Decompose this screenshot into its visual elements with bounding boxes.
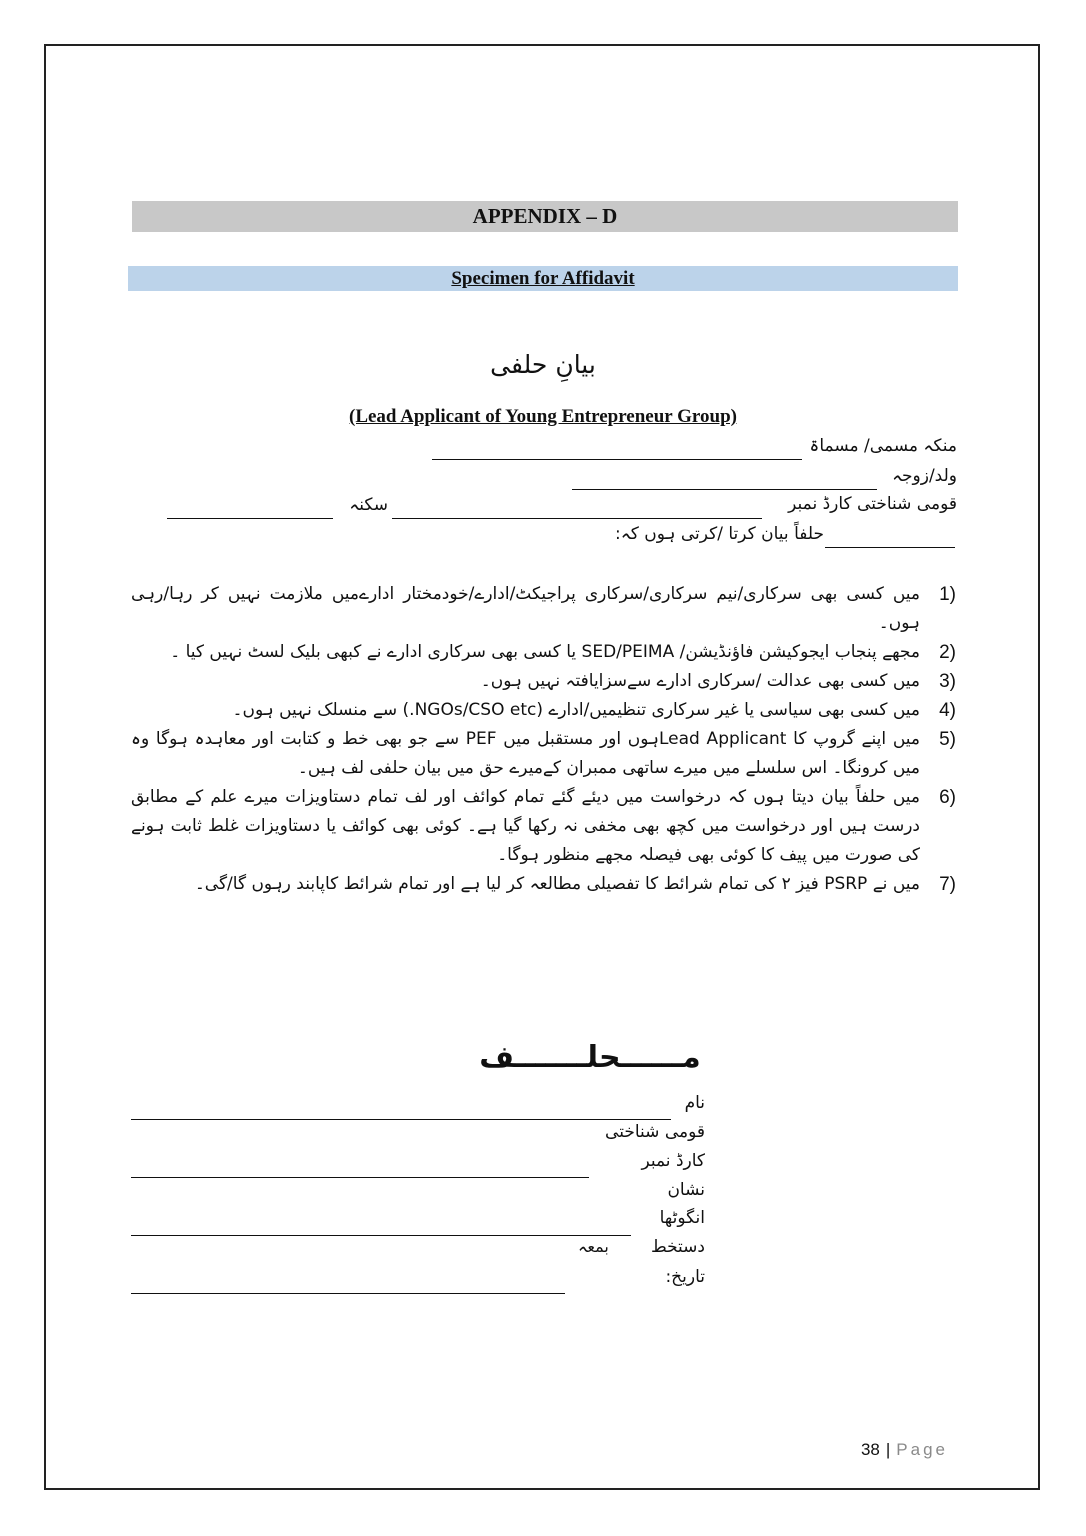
field-name-line bbox=[131, 1119, 671, 1120]
item-text: میں نے PSRP فیز ۲ کی تمام شرائط کا تفصیلی مطالعہ کر لیا ہے اور تمام شرائط کاپابند رہوں گا/گی۔ bbox=[194, 874, 920, 894]
resident-blank bbox=[167, 518, 333, 519]
declare-line bbox=[615, 523, 824, 544]
item-text: میں کسی بھی سرکاری/نیم سرکاری/سرکاری پراجیکٹ/ادارے/خودمختار ادارےمیں ملازمت نہیں کر رہا/رہی ہوں۔ bbox=[131, 584, 920, 633]
list-item bbox=[131, 696, 956, 725]
item-number: 3) bbox=[939, 671, 956, 692]
deponent-title: مــــــحلـــــــف bbox=[479, 1040, 701, 1075]
item-number: 4) bbox=[939, 700, 956, 721]
list-item bbox=[131, 667, 956, 696]
parent-blank bbox=[572, 489, 877, 490]
name-line bbox=[809, 435, 957, 456]
item-text: میں اپنے گروپ کا Lead Applicantہوں اور مستقبل میں PEF سے جو بھی خط و کتابت اور معاہدہ ہوگا وہ میں کرونگا۔ اس سلسلے میں میرے ساتھی ممبران کےمیرے حق میں بیان حلفی لف ہیں۔ bbox=[131, 729, 921, 778]
item-number: 2) bbox=[939, 642, 956, 663]
field-cnic-line bbox=[131, 1177, 589, 1178]
cnic-blank bbox=[392, 518, 762, 519]
field-thumb-label-1: نشان bbox=[667, 1180, 705, 1200]
appendix-title: APPENDIX – D bbox=[472, 204, 618, 228]
cnic-label: قومی شناختی کارڈ نمبر bbox=[788, 494, 957, 514]
page-number-value: 38 bbox=[860, 1440, 880, 1459]
field-thumb-line bbox=[131, 1235, 631, 1236]
parent-label: ولد/زوجہ bbox=[892, 466, 957, 486]
item-text: میں کسی بھی سیاسی یا غیر سرکاری تنظیمیں/ادارے (NGOs/CSO etc.) سے منسلک نہیں ہوں۔ bbox=[232, 700, 920, 720]
item-number: 6) bbox=[939, 787, 956, 808]
field-date-line bbox=[131, 1293, 565, 1294]
lead-applicant-title: (Lead Applicant of Young Entrepreneur Group) bbox=[349, 406, 737, 427]
affidavit-urdu-title: بیانِ حلفی bbox=[490, 350, 596, 379]
item-number: 1) bbox=[939, 584, 956, 605]
field-cnic-label-1: قومی شناختی bbox=[605, 1122, 705, 1142]
field-date-label: تاریخ: bbox=[665, 1267, 705, 1287]
parent-line bbox=[892, 465, 957, 486]
list-item bbox=[131, 783, 956, 870]
list-item bbox=[131, 638, 956, 667]
item-number: 7) bbox=[939, 874, 956, 895]
name-blank bbox=[432, 459, 802, 460]
field-thumb-label-2: انگوٹھا bbox=[659, 1208, 705, 1228]
list-item bbox=[131, 725, 956, 783]
declaration-list bbox=[131, 580, 956, 899]
item-text: میں کسی بھی عدالت /سرکاری ادارے سےسزایافتہ نہیں ہوں۔ bbox=[480, 671, 920, 691]
appendix-banner bbox=[132, 201, 958, 232]
name-label: منکہ مسمی/ مسماۃ bbox=[809, 436, 957, 456]
page-label: Page bbox=[896, 1440, 948, 1459]
list-item bbox=[131, 580, 956, 638]
field-name-label: نام bbox=[684, 1093, 705, 1113]
item-text: مجھے پنجاب ایجوکیشن فاؤنڈیشن/ SED/PEIMA یا کسی بھی سرکاری ادارے نے کبھی بلیک لسٹ نہیں کیا ۔ bbox=[170, 642, 920, 662]
cnic-line bbox=[788, 494, 957, 514]
item-text: میں حلفاً بیان دیتا ہوں کہ درخواست میں دیئے گئے تمام کوائف اور لف تمام دستاویزات میرے علم کے مطابق درست ہیں اور درخواست میں کچھ بھی مخفی نہ رکھا گیا ہے۔ کوئی بھی کوائف یا دستاویزات غلط ثابت ہونے کی صورت میں پیف کا کوئی بھی فیصلہ مجھے منظور ہوگا۔ bbox=[131, 787, 920, 865]
declare-blank bbox=[825, 547, 955, 548]
page-number bbox=[861, 1440, 948, 1460]
field-cnic-label-2: کارڈ نمبر bbox=[641, 1151, 705, 1171]
field-bima-label: بمعہ bbox=[578, 1237, 609, 1256]
resident-line bbox=[342, 494, 388, 515]
declare-label: حلفاً بیان کرتا /کرتی ہوں کہ: bbox=[615, 524, 824, 544]
specimen-title: Specimen for Affidavit bbox=[451, 267, 635, 289]
resident-label: سکنہ bbox=[349, 495, 388, 515]
list-item bbox=[131, 870, 956, 899]
page-separator: | bbox=[885, 1440, 891, 1459]
field-signature-label: دستخط bbox=[650, 1237, 705, 1257]
specimen-banner bbox=[128, 266, 958, 291]
item-number: 5) bbox=[939, 729, 956, 750]
